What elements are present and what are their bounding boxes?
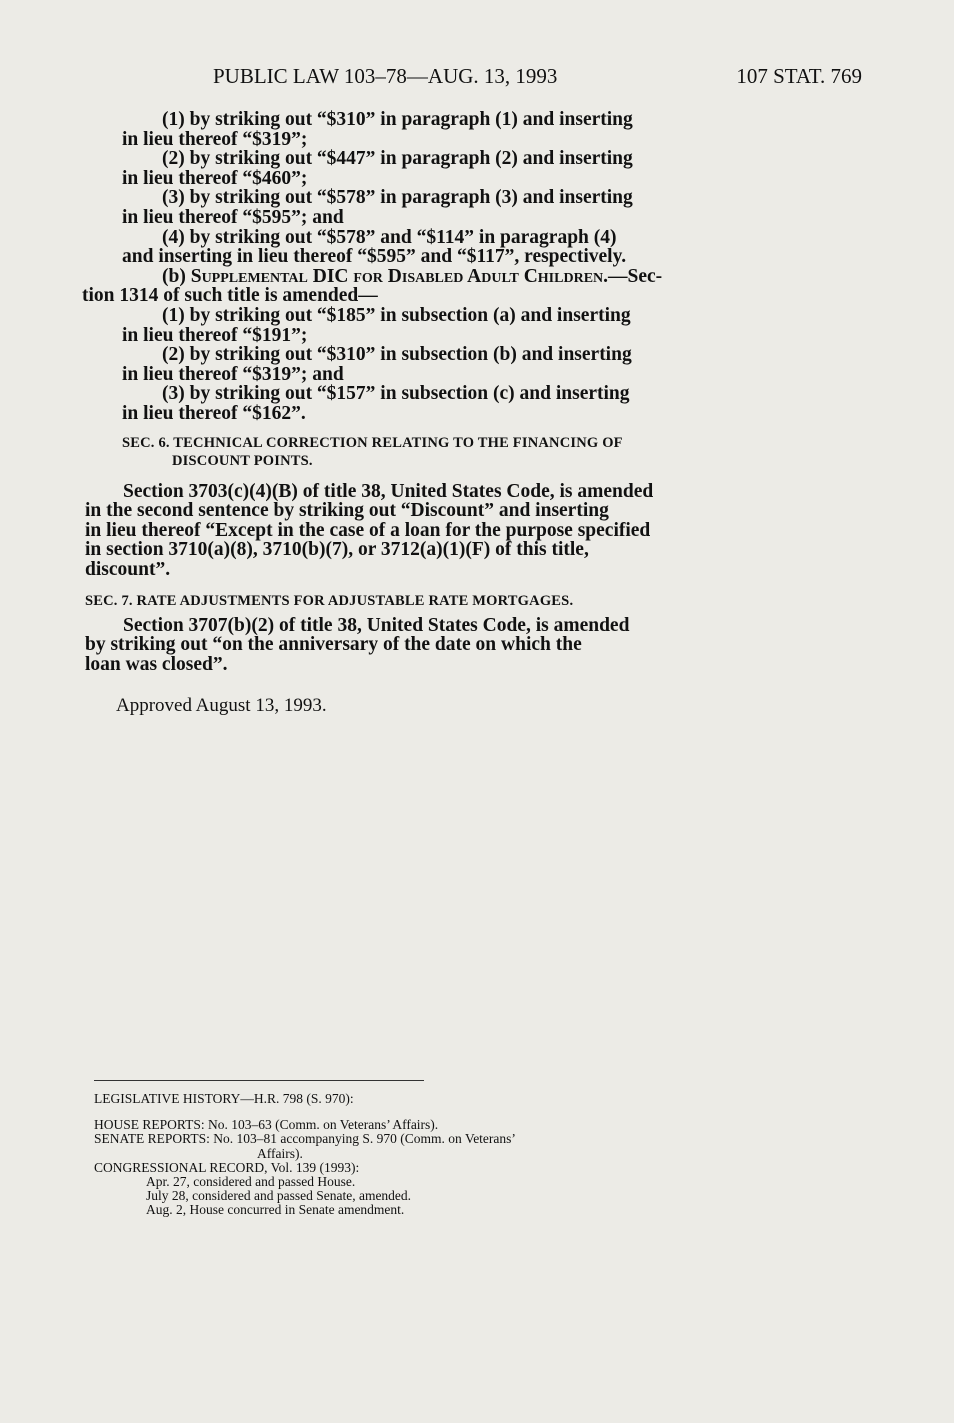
header-title: PUBLIC LAW 103–78—AUG. 13, 1993 (213, 64, 558, 88)
section-7-heading (85, 592, 573, 610)
legislative-history (94, 1092, 694, 1218)
list-item-rest: in lieu thereof “$595”; and (122, 206, 344, 228)
list-item-rest: in lieu thereof “$460”; (122, 167, 308, 189)
list-item-first: (4) by striking out “$578” and “$114” in paragraph (4) (162, 226, 617, 248)
section-text-line: in section 3710(a)(8), 3710(b)(7), or 3712(a)(1)(F) of this title, (85, 539, 589, 561)
section-text-line: in the second sentence by striking out “Discount” and inserting (85, 500, 609, 522)
subsection-heading: Supplemental DIC for Disabled Adult Children. (190, 265, 609, 287)
footnote-divider (94, 1080, 424, 1081)
page-header (0, 64, 954, 94)
list-item-rest: in lieu thereof “$319”; (122, 128, 308, 150)
section-text-line: Section 3707(b)(2) of title 38, United States Code, is amended (123, 615, 630, 636)
subsection-label: (b) (162, 265, 186, 287)
history-record: CONGRESSIONAL RECORD, Vol. 139 (1993): (94, 1159, 360, 1175)
history-senate-cont: Affairs). (257, 1145, 303, 1161)
approved-date: Approved August 13, 1993. (116, 695, 327, 716)
section-6-heading (122, 434, 623, 470)
header-stat-page: 107 STAT. 769 (736, 64, 862, 88)
list-item-first: (2) by striking out “$310” in subsection (b) and inserting (162, 344, 632, 366)
section-text-line: by striking out “on the anniversary of the date on which the (85, 634, 582, 656)
section-heading-line: SEC. 6. TECHNICAL CORRECTION RELATING TO THE FINANCING OF (122, 435, 623, 451)
section-7-text (85, 616, 717, 674)
history-entry: July 28, considered and passed Senate, amended. (146, 1188, 412, 1204)
subsection-lead-cont: tion 1314 of such title is amended— (82, 285, 378, 307)
list-item-rest: in lieu thereof “$319”; and (122, 363, 344, 385)
list-item-first: (1) by striking out “$185” in subsection (a) and inserting (162, 304, 631, 326)
list-item-rest: and inserting in lieu thereof “$595” and “$117”, respectively. (122, 246, 627, 268)
amendment-list (82, 109, 718, 424)
history-entry: Apr. 27, considered and passed House. (146, 1174, 356, 1190)
history-entry: Aug. 2, House concurred in Senate amendment. (146, 1202, 405, 1218)
history-house: HOUSE REPORTS: No. 103–63 (Comm. on Veterans’ Affairs). (94, 1117, 439, 1133)
list-item-first: (3) by striking out “$157” in subsection (c) and inserting (162, 383, 630, 405)
section-text-line: in lieu thereof “Except in the case of a loan for the purpose specified (85, 519, 651, 541)
list-item-first: (3) by striking out “$578” in paragraph (3) and inserting (162, 187, 633, 209)
list-item-rest: in lieu thereof “$162”. (122, 402, 306, 424)
subsection-lead-tail: —Sec- (608, 265, 663, 287)
subsection-b-lead (82, 267, 718, 287)
history-senate: SENATE REPORTS: No. 103–81 accompanying S. 970 (Comm. on Veterans’ (94, 1131, 516, 1147)
history-title: LEGISLATIVE HISTORY—H.R. 798 (S. 970): (94, 1091, 354, 1106)
list-item-first: (1) by striking out “$310” in paragraph (1) and inserting (162, 109, 633, 130)
section-heading-line: SEC. 7. RATE ADJUSTMENTS FOR ADJUSTABLE RATE MORTGAGES. (85, 593, 574, 609)
section-text-line: discount”. (85, 558, 171, 580)
section-6-text (85, 482, 717, 579)
section-heading-line: DISCOUNT POINTS. (172, 453, 313, 469)
section-text-line: loan was closed”. (85, 653, 228, 675)
section-text-line: Section 3703(c)(4)(B) of title 38, United States Code, is amended (123, 481, 654, 502)
list-item-rest: in lieu thereof “$191”; (122, 324, 308, 346)
list-item-first: (2) by striking out “$447” in paragraph (2) and inserting (162, 148, 633, 170)
